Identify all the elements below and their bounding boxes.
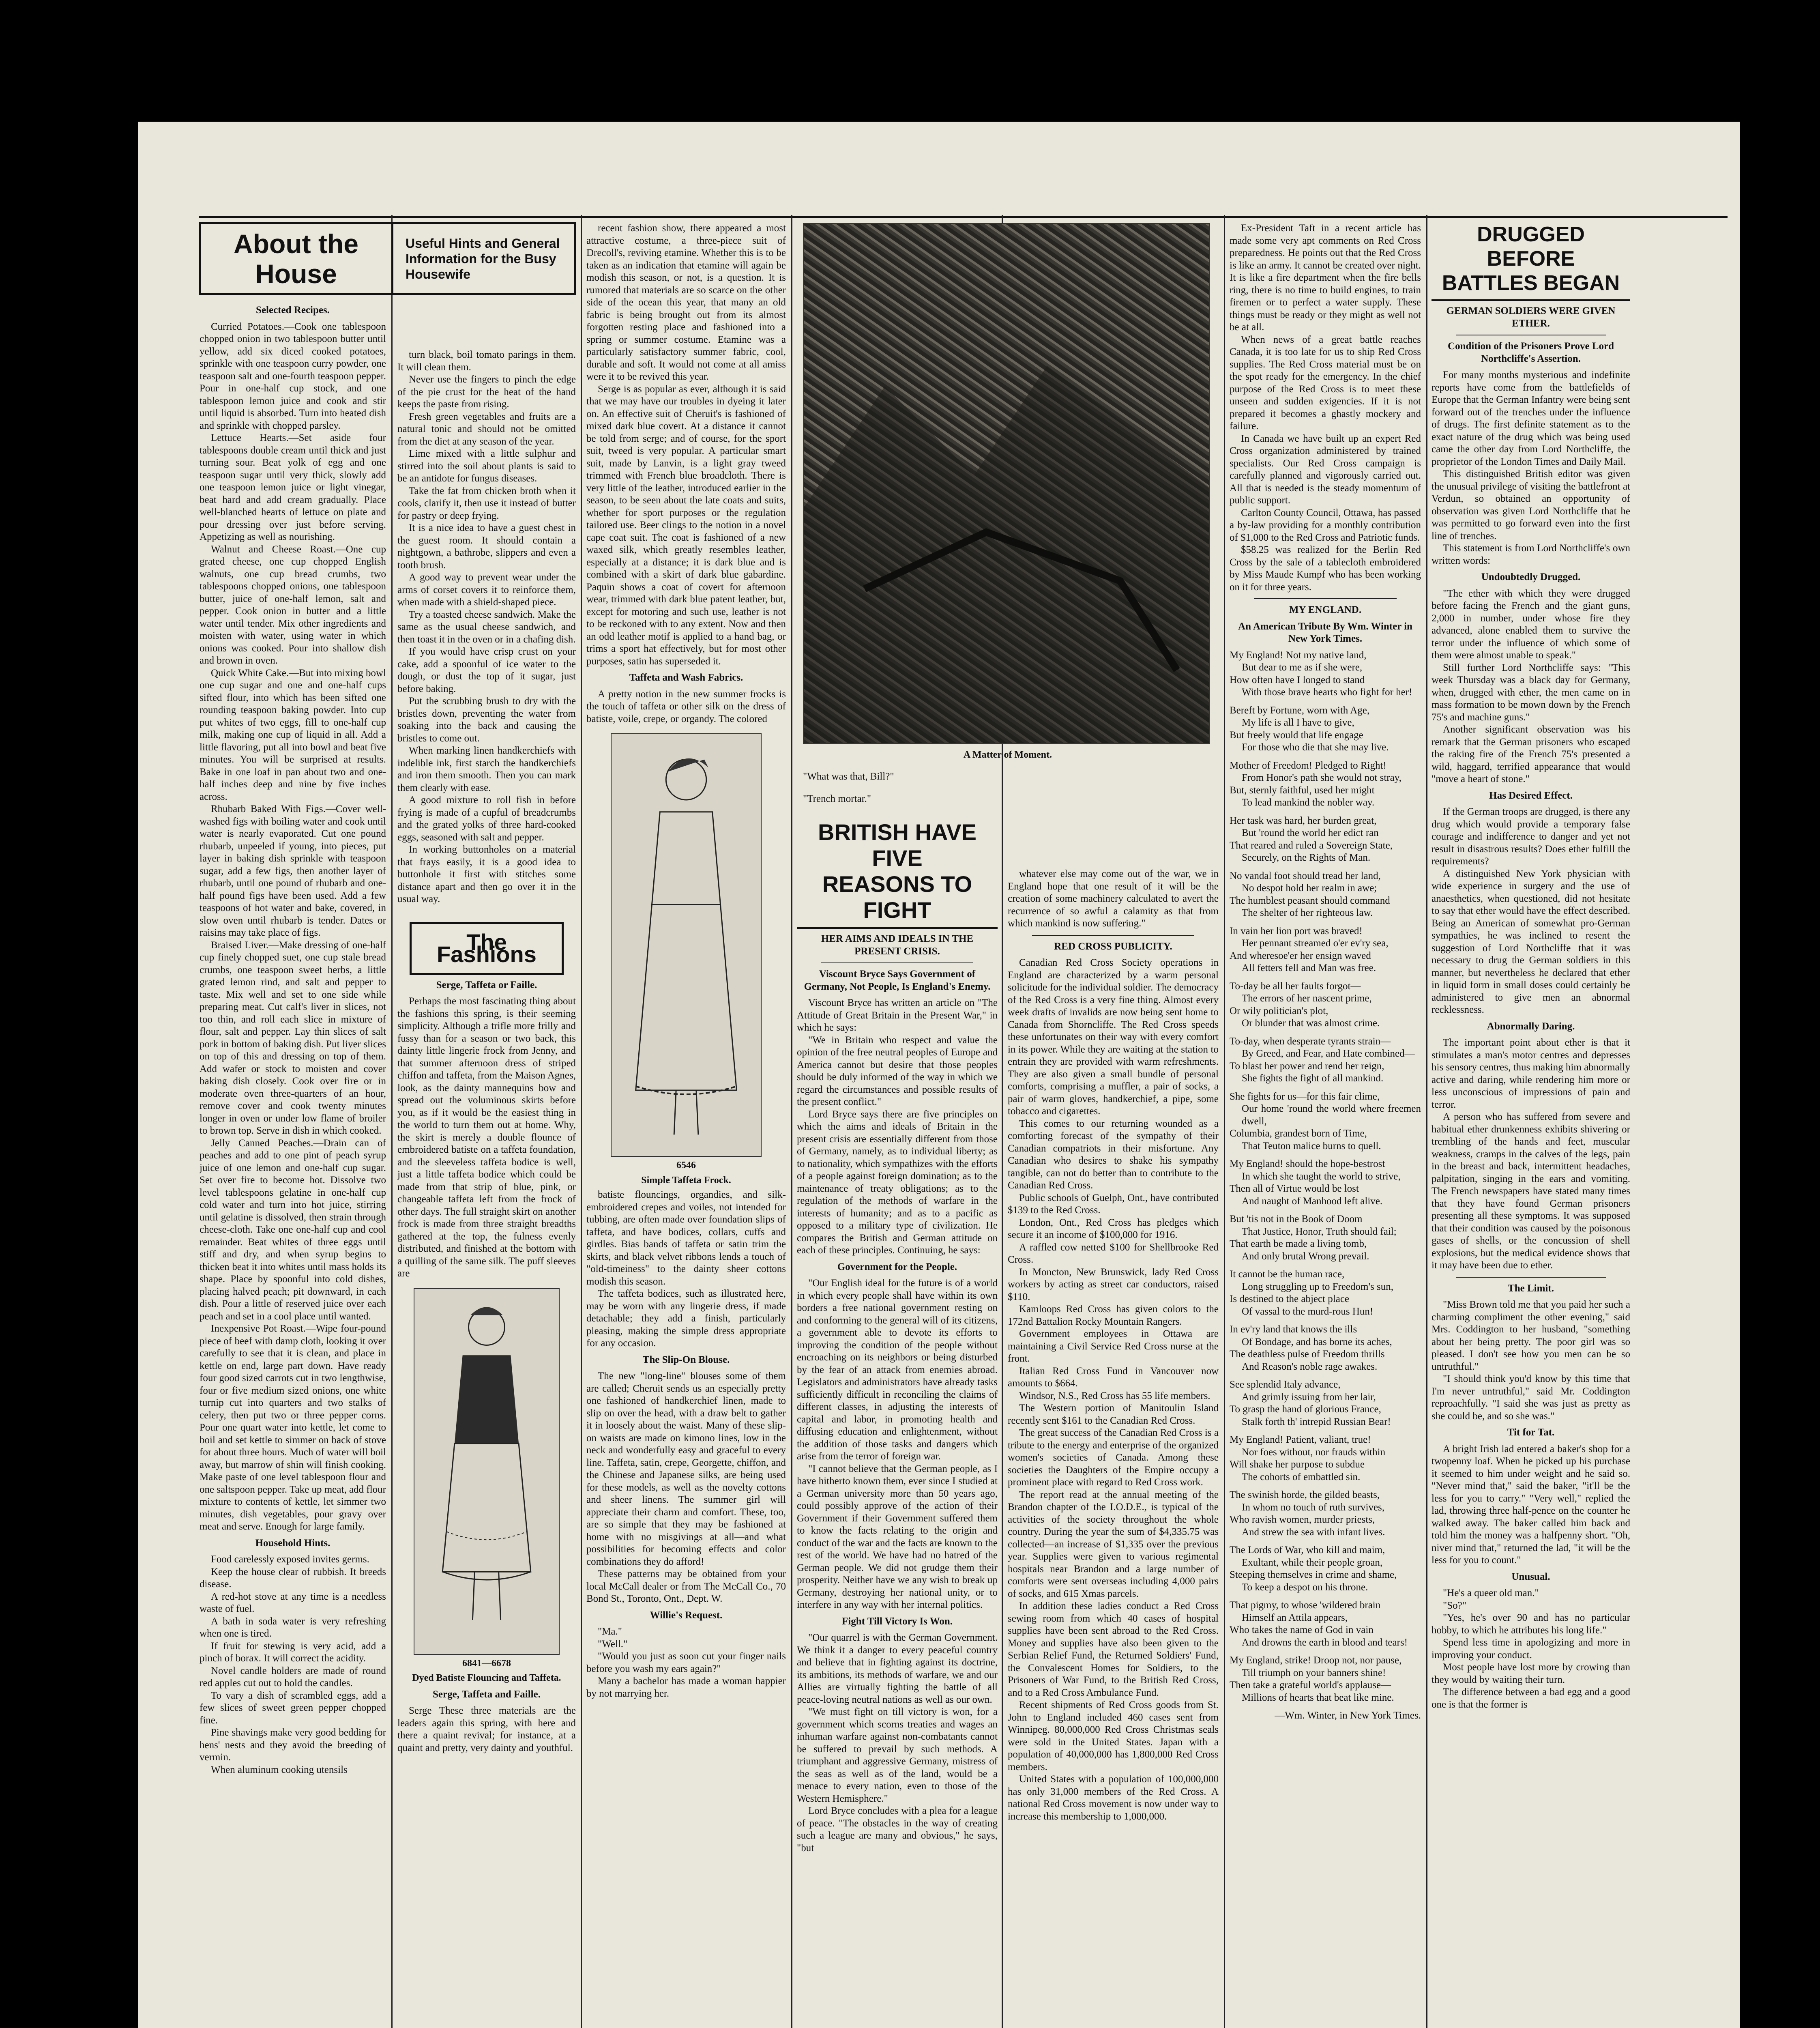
paragraph: Rhubarb Baked With Figs.—Cover well-washed figs with boiling water and cook until water is nearly evaporated. Cut one pound rhubarb, unpeeled if young, into pieces, put layer in baking dish sprinkle with teaspoon sugar, add a few figs, then another layer of rhubarb, until one pound of rhubarb and one-half pound figs have been used. Add a few teaspoons of hot water and bake, covered, in slow oven until rhubarb is tender. Dates or raisins may take place of figs. xyxy=(200,803,386,938)
poem-stanza xyxy=(1230,1158,1421,1207)
poem-line: The errors of her nascent prime, xyxy=(1242,993,1372,1004)
column-british xyxy=(797,819,998,2028)
poem-line: The deathless pulse of Freedom thrills xyxy=(1230,1349,1385,1360)
paragraph: Take the fat from chicken broth when it cools, clarify it, then use it instead of butter for pastry or deep frying. xyxy=(397,485,576,521)
paragraph: "Our English ideal for the future is of a world in which every people shall have within its own borders a free national government resting on and conforming to the general will of its citizens, a government able to devote its efforts to improving the condition of the people without encroaching on its neighbors or being disturbed by the fear of an attack from enemies abroad. Legislators and administrators have already tasks sufficiently difficult in reconciling the claims of different classes, in adjusting the interests of capital and labor, in promoting health and diffusing education and enlightenment, without the addition of those tasks and dangers which arise from the terror of foreign war. xyxy=(797,1278,998,1462)
recipes-list xyxy=(200,321,386,1533)
paragraph: Braised Liver.—Make dressing of one-half cup finely chopped suet, one cup stale bread crumbs, one teaspoon sweet herbs, a little grated lemon rind, and salt and pepper to taste. Mix well and set to one side while preparing meat. Cut calf's liver in slices, not too thin, and roll each slice in mixture of flour, salt and pepper. Lay thin slices of salt pork in bottom of baking dish. Put liver slices on top of this and dressing on top of them. Add wafer or stock to moisten and cover baking dish closely. Cook over fire or in moderate oven three-quarters of an hour, remove cover and cook twenty minutes longer in oven or under low flame of broiler to brown top. Serve in dish in which cooked. xyxy=(200,939,386,1136)
drugged-headline-line1: DRUGGED BEFORE xyxy=(1477,223,1585,271)
paragraph: Kamloops Red Cross has given colors to the 172nd Battalion Rocky Mountain Rangers. xyxy=(1008,1304,1219,1327)
fashion-article xyxy=(397,995,576,1280)
slipon-article xyxy=(586,1370,786,1605)
household-tips-list xyxy=(397,349,576,906)
poem-line: By Greed, and Fear, and Hate combined— xyxy=(1242,1048,1415,1059)
poem-line: But 'tis not in the Book of Doom xyxy=(1230,1214,1363,1225)
about-house-masthead xyxy=(199,222,576,295)
poem-stanza xyxy=(1230,1323,1421,1373)
paragraph: Quick White Cake.—But into mixing bowl one cup sugar and one and one-half cups sifted flour, into which has been sifted one rounding teaspoon baking powder. Into cup put whites of two eggs, fill to one-half cup milk, making one cup of liquid in all. Add a little flavoring, put all into bowl and beat five minutes. You will be surprised at results. Bake in one loaf in pan about two and one-half inches deep and nine by five inches across. xyxy=(200,667,386,802)
poem-line: But, sternly faithful, used her might xyxy=(1230,784,1375,796)
poem-line: To grasp the hand of glorious France, xyxy=(1230,1404,1381,1415)
tat-article xyxy=(1432,1443,1630,1567)
poem-line: Till triumph on your banners shine! xyxy=(1242,1667,1386,1678)
paragraph: United States with a population of 100,000,000 has only 31,000 members of the Red Cross. A national Red Cross movement is now under way to increase this membership to 1,000,000. xyxy=(1008,1774,1219,1822)
poem-stanza xyxy=(1230,870,1421,919)
poem-signature: —Wm. Winter, in New York Times. xyxy=(1275,1710,1421,1721)
poem-line: Will shake her purpose to subdue xyxy=(1230,1459,1365,1470)
top-rule xyxy=(199,216,1728,218)
drugged-headline-line2: BATTLES BEGAN xyxy=(1442,271,1620,295)
paragraph: "Miss Brown told me that you paid her such a charming compliment the other evening," said Mrs. Coddington to her husband, "something about her being pretty. The poor girl was so pleased. I don't see how you men can be so untruthful." xyxy=(1432,1299,1630,1372)
serge-faille-heading: Serge, Taffeta and Faille. xyxy=(433,1689,541,1700)
drugged-headline xyxy=(1432,222,1630,301)
column-rule xyxy=(791,215,792,2028)
british-headline xyxy=(797,819,998,929)
column-rule xyxy=(1224,215,1225,2028)
paragraph: "I should think you'd know by this time that I'm never untruthful," said Mr. Coddington reproachfully. "I said she was just as pretty as she could be, and so she was." xyxy=(1432,1373,1630,1422)
photo-caption-title: A Matter of Moment. xyxy=(963,750,1052,760)
publicity-heading: RED CROSS PUBLICITY. xyxy=(1054,941,1172,952)
paragraph: If the German troops are drugged, is there any drug which would provide a temporary false courage and indifference to danger and yet not result in disastrous results? Does ether fulfill the requirements? xyxy=(1432,806,1630,867)
paragraph: Inexpensive Pot Roast.—Wipe four-pound piece of beef with damp cloth, looking it over carefully to see that it is clean, and place in kettle on end, large part down. Have ready four good sized carrots cut in two lengthwise, four or five medium sized onions, one white turnip cut into quarters and two stalks of celery, then put two or three pepper corns. Pour one quart water into kettle, let come to boil and set kettle to simmer on back of stove for about three hours. Much of water will boil away, but marrow of shin will finish cooking. Make paste of one level tablespoon flour and one saltspoon pepper. Take up meat, add flour mixture to contents of kettle, let simmer two minutes, dish vegetables, pour gravy over meat and serve. Enough for large family. xyxy=(200,1323,386,1532)
paragraph: A raffled cow netted $100 for Shellbrooke Red Cross. xyxy=(1008,1242,1219,1265)
publicity-article xyxy=(1008,957,1219,1823)
column-rule xyxy=(391,215,393,2028)
poem-line: Columbia, grandest born of Time, xyxy=(1230,1128,1367,1139)
paragraph: "What was that, Bill?" xyxy=(803,771,894,782)
paragraph: $58.25 was realized for the Berlin Red Cross by the sale of a tablecloth embroidered by Miss Maude Kumpf who has been working on it for three years. xyxy=(1230,544,1421,593)
photo-caption xyxy=(803,771,1213,815)
poem-line: And drowns the earth in blood and tears! xyxy=(1242,1637,1408,1648)
poem-line: Then take a grateful world's applause— xyxy=(1230,1680,1391,1691)
divider xyxy=(1254,598,1397,599)
poem-line: Then all of Virtue would be lost xyxy=(1230,1183,1359,1194)
column-taft-poem xyxy=(1230,222,1421,2028)
british-article xyxy=(797,997,998,1257)
gov-heading: Government for the People. xyxy=(837,1261,957,1272)
fig-caption: Dyed Batiste Flouncing and Taffeta. xyxy=(412,1673,561,1683)
poem-line: That pigmy, to whose 'wildered brain xyxy=(1230,1600,1381,1611)
poem-stanza xyxy=(1230,1544,1421,1594)
poem-line: Our home 'round the world where freemen dwell, xyxy=(1242,1103,1421,1127)
fight-article xyxy=(797,1632,998,1854)
limit-heading: The Limit. xyxy=(1508,1283,1554,1294)
paragraph: Viscount Bryce has written an article on "The Attitude of Great Britain in the Present War," in which he says: xyxy=(797,997,998,1033)
poem-line: To blast her power and rend her reign, xyxy=(1230,1060,1384,1072)
paragraph: Keep the house clear of rubbish. It breeds disease. xyxy=(200,1566,386,1590)
poem-line: Bereft by Fortune, worn with Age, xyxy=(1230,705,1370,716)
paragraph: Lord Bryce says there are five principles on which the aims and ideals of Britain in the present crisis are essentially different from those of Germany, namely, as to individual liberty; as to nationality, which sympathizes with the efforts of a people against foreign domination; as to the maintenance of treaty obligations; as to the regulation of the methods of warfare in the interests of humanity; and as to a pacific as opposed to a military type of civilization. He compares the British and German attitude on each of these principles. Continuing, he says: xyxy=(797,1109,998,1256)
paragraph: The taffeta bodices, such as illustrated here, may be worn with any lingerie dress, if made detachable; they add a finish, particularly pleasing, making the simple dress appropriate for any occasion. xyxy=(586,1288,786,1349)
poem-line: That reared and ruled a Sovereign State, xyxy=(1230,840,1393,851)
taffeta-frock-illustration xyxy=(611,733,762,1157)
about-house-title xyxy=(201,224,393,293)
poem-stanza xyxy=(1230,1268,1421,1318)
about-house-title-line2: House xyxy=(255,259,337,289)
poem-body xyxy=(1230,649,1421,1704)
limit-article xyxy=(1432,1299,1630,1422)
fig-number-6546: 6546 xyxy=(676,1160,696,1171)
paragraph: Recent shipments of Red Cross goods from St. John to England included 460 cases sent from Winnipeg. 80,000,000 Red Cross Christmas seals were sold in the United States. Japan with a population of 40,000,000 has 1,800,000 Red Cross members. xyxy=(1008,1699,1219,1772)
column-drugged xyxy=(1432,222,1630,2028)
poem-line: See splendid Italy advance, xyxy=(1230,1379,1341,1390)
paragraph: If you would have crisp crust on your cake, add a spoonful of ice water to the dough, or dust the top of it sugar, just before baking. xyxy=(397,646,576,694)
poem-line: Or blunder that was almost crime. xyxy=(1242,1018,1380,1029)
poem-line: In vain her lion port was braved! xyxy=(1230,925,1363,937)
poem-line: No despot hold her realm in awe; xyxy=(1242,883,1377,894)
paragraph: "Would you just as soon cut your finger nails before you wash my ears again?" xyxy=(586,1651,786,1674)
paragraph: The great success of the Canadian Red Cross is a tribute to the energy and enterprise of the organized women's societies of Canada. Among these societies the Daughters of the Empire occupy a prominent place with regard to Red Cross work. xyxy=(1008,1427,1219,1488)
poem-stanza xyxy=(1230,925,1421,975)
paragraph: A bath in soda water is very refreshing when one is tired. xyxy=(200,1616,386,1639)
paragraph: If fruit for stewing is very acid, add a pinch of borax. It will correct the acidity. xyxy=(200,1640,386,1664)
column-rule xyxy=(1426,215,1427,2028)
poem-stanza xyxy=(1230,1434,1421,1483)
poem-line: From Honor's path she would not stray, xyxy=(1242,772,1401,783)
poem-line: And Reason's noble rage awakes. xyxy=(1242,1361,1378,1372)
paragraph: The Western portion of Manitoulin Island recently sent $161 to the Canadian Red Cross. xyxy=(1008,1403,1219,1426)
paragraph: Italian Red Cross Fund in Vancouver now amounts to $664. xyxy=(1008,1365,1219,1389)
poem-stanza xyxy=(1230,815,1421,864)
poem-line: That earth be made a living tomb, xyxy=(1230,1238,1367,1249)
tat-heading: Tit for Tat. xyxy=(1507,1427,1555,1438)
column-fashions-right xyxy=(586,222,786,2028)
drugged-article xyxy=(1432,369,1630,567)
poem-line: How often have I longed to stand xyxy=(1230,674,1365,685)
paragraph: A good way to prevent wear under the arms of corset covers it to reinforce them, when made with a shield-shaped piece. xyxy=(397,572,576,608)
paragraph: Lettuce Hearts.—Set aside four tablespoons double cream until thick and just turning sour. Beat yolk of egg and one teaspoon sugar until very thick, slowly add one teaspoon lemon juice or light vinegar, beat hard and add cream gradually. Place well-blanched hearts of lettuce on plate and pour dressing over just before serving. Appetizing as well as nourishing. xyxy=(200,432,386,542)
poem-stanza xyxy=(1230,760,1421,809)
poem-line: Who takes the name of God in vain xyxy=(1230,1624,1374,1635)
poem-line: Of Bondage, and has borne its aches, xyxy=(1242,1336,1392,1347)
paragraph: Serge is as popular as ever, although it is said that we may have our troubles in dyeing it later on. An effective suit of Cheruit's is fashioned of mixed dark blue covert. At a distance it cannot be told from serge; and of course, for the sport suit, tweed is very popular. A particular smart suit, made by Lanvin, is a light gray tweed trimmed with French blue broadcloth. There is very little of the leather, introduced earlier in the season, to be seen about the late coats and suits, whether for sport purposes or the regulation tailored use. Beer clings to the notion in a novel cape coat suit. The coat is fashioned of a new waxed silk, which greatly resembles leather, especially at a distance; it is dark blue and is combined with a skirt of dark blue gabardine. Paquin shows a coat of covert for afternoon wear, trimmed with dark blue patent leather, but, except for motoring and such use, leather is not to be reckoned with to any extent. Now and then an odd leather motif is applied to a hand bag, or trims a sport hat effectively, but for most other purposes, satin has superseded it. xyxy=(586,383,786,667)
paragraph: Most people have lost more by crowing than they would by waiting their turn. xyxy=(1432,1662,1630,1685)
paragraph: The difference between a bad egg and a good one is that the former is xyxy=(1432,1686,1630,1710)
column-redcross xyxy=(1008,868,1219,2028)
paragraph: Carlton County Council, Ottawa, has passed a by-law providing for a monthly contribution of $1,000 to the Red Cross and Patriotic funds. xyxy=(1230,507,1421,543)
about-house-title-line1: About the xyxy=(234,229,358,259)
poem-line: All fetters fell and Man was free. xyxy=(1242,962,1376,973)
poem-stanza xyxy=(1230,980,1421,1030)
paragraph: The important point about ether is that it stimulates a man's motor centres and depresses his sensory centres, thus making him abnormally active and daring, while rendering him more or less unconscious of impressions of pain and terror. xyxy=(1432,1037,1630,1110)
effect-article xyxy=(1432,806,1630,1016)
poem-line: She fights for us—for this fair clime, xyxy=(1230,1091,1380,1102)
paragraph: For many months mysterious and indefinite reports have come from the battlefields of Europe that the German Infantry were being sent forward out of the trenches under the influence of drugs. The first definite statement as to the exact nature of the drug which was being used came the other day from Lord Northcliffe, the proprietor of the London Times and Daily Mail. xyxy=(1432,370,1630,467)
poem-stanza xyxy=(1230,1599,1421,1649)
undoubted-article xyxy=(1432,588,1630,786)
poem-line: She fights the fight of all mankind. xyxy=(1242,1073,1384,1084)
paragraph: The new "long-line" blouses some of them are called; Cheruit sends us an especially pretty one fashioned of handkerchief linen, made to slip on over the head, with a draw belt to gather it in loosely about the waist. Many of these slip-on waists are made on kimono lines, low in the neck and wonderfully easy and graceful to every line. Taffeta, satin, crepe, Georgette, chiffon, and the Chinese and Japanese silks, are being used for these models, as well as the novelty cottons and sheer linens. The summer girl will appreciate their charm and comfort. These, too, are so simple that they may be fashioned at home with no misgivings at all—and what possibilities for becoming effects and color combinations they do afford! xyxy=(586,1371,786,1567)
poem-line: For those who die that she may live. xyxy=(1242,742,1389,753)
paragraph: A bright Irish lad entered a baker's shop for a twopenny loaf. When he picked up his purchase it seemed to him under weight and he said so. "Never mind that," said the baker, "it'll be the less for you to carry." "Very well," replied the lad, throwing three half-pence on the counter he walked away. The baker called him back and told him the money was a halfpenny short. "Oh, niver mind that," returned the lad, "it will be the less for you to count." xyxy=(1432,1443,1630,1566)
poem-line: To lead mankind the nobler way. xyxy=(1242,797,1375,808)
paragraph: Curried Potatoes.—Cook one tablespoon chopped onion in two tablespoon butter until yellow, add six diced cooked potatoes, sprinkle with one teaspoon curry powder, one teaspoon salt and one-fourth teaspoon pepper. Pour in one-half cup stock, and one tablespoon lemon juice and cook and stir until liquid is absorbed. Turn into heated dish and sprinkle with chopped parsley. xyxy=(200,321,386,431)
poem-line: No vandal foot should tread her land, xyxy=(1230,870,1381,881)
taffeta-paragraph: A pretty notion in the new summer frocks is the touch of taffeta or other silk on the dress of batiste, voile, crepe, or organdy. The colored xyxy=(586,688,786,724)
paragraph: When aluminum cooking utensils xyxy=(211,1764,348,1775)
poem-line: Her pennant streamed o'er ev'ry sea, xyxy=(1242,938,1389,949)
paragraph: "Well." xyxy=(598,1638,628,1650)
willie-heading: Willie's Request. xyxy=(650,1609,723,1621)
bachelor-line: Many a bachelor has made a woman happier by not marrying her. xyxy=(586,1676,786,1699)
poem-line: In which she taught the world to strive, xyxy=(1242,1171,1401,1182)
poem-line: The humblest peasant should command xyxy=(1230,895,1390,906)
paragraph: In working buttonholes on a material that frays easily, it is a good idea to buttonhole it first with stitches some distance apart and then go over it in the usual way. xyxy=(397,844,576,904)
poem-line: My England! should the hope-bestrost xyxy=(1230,1158,1385,1169)
paragraph: "He's a queer old man." xyxy=(1443,1588,1539,1598)
poem-line: The cohorts of embattled sin. xyxy=(1242,1471,1361,1482)
paragraph: When news of a great battle reaches Canada, it is too late for us to ship Red Cross supplies. The Red Cross material must be on the spot ready for the emergency. In the chief purpose of the Red Cross is to meet these unseen and sudden exigencies. If it is not prepared it becomes a ghastly mockery and failure. xyxy=(1230,334,1421,432)
about-house-tagline: Useful Hints and General Information for the Busy Housewife xyxy=(406,236,560,281)
unusual-heading: Unusual. xyxy=(1511,1571,1550,1582)
drugged-subhead1: GERMAN SOLDIERS WERE GIVEN ETHER. xyxy=(1446,305,1616,329)
poem-line: Or wily politician's plot, xyxy=(1230,1005,1329,1016)
poem-line: And naught of Manhood left alive. xyxy=(1242,1195,1383,1207)
poem-stanza xyxy=(1230,1489,1421,1538)
poem-line: But 'round the world her edict ran xyxy=(1242,827,1379,838)
poem-line: The Lords of War, who kill and maim, xyxy=(1230,1545,1385,1555)
poem-line: To-day be all her faults forgot— xyxy=(1230,980,1361,992)
paragraph: Put the scrubbing brush to dry with the bristles down, preventing the water from soaking into the back and causing the bristles to come out. xyxy=(397,696,576,744)
paragraph: A distinguished New York physician with wide experience in surgery and the use of anaesthetics, when questioned, did not hesitate to say that ether would have the effect described. Being an American of somewhat pro-German sympathies, he was inclined to resent the suggestion of Lord Northcliffe that it was necessary to drug the German soldiers in this manner, but nevertheless he declared that ether in liquid form in small doses could certainly be administered to give men an abnormal recklessness. xyxy=(1432,868,1630,1015)
paragraph: Perhaps the most fascinating thing about the fashions this spring, is their seeming simplicity. Although a trifle more frilly and fussy than for a season or two back, this dainty little lingerie frock from Jenny, and that summer afternoon dress of striped chiffon and taffeta, from the Maison Agnes, look, as the dainty mannequins bow and spread out the voluminous skirts before you, as if it would be the easiest thing in the world to turn them out at home. Why, the skirt is merely a double flounce of embroidered batiste on a taffeta foundation, and the sleeveless taffeta bodice is well, just a little taffeta bodice which could be made from that strip of blue, pink, or changeable taffeta left from the frock of other days. The full straight skirt on another frock is made from three straight breadths gathered at the top, the fulness evenly distributed, and finished at the bottom with a quilling of the same silk. The puff sleeves are xyxy=(397,996,576,1279)
poem-byline: An American Tribute By Wm. Winter in New York Times. xyxy=(1238,621,1412,644)
poem-line: My England! Patient, valiant, true! xyxy=(1230,1434,1371,1445)
poem-line: Long struggling up to Freedom's sun, xyxy=(1242,1281,1393,1292)
divider xyxy=(1032,935,1194,936)
poem-line: With those brave hearts who fight for her! xyxy=(1242,687,1412,698)
paragraph: It is a nice idea to have a guest chest in the guest room. It should contain a nightgown, a bathrobe, slippers and even a tooth brush. xyxy=(397,522,576,571)
effect-heading: Has Desired Effect. xyxy=(1489,790,1573,801)
paragraph: In Moncton, New Brunswick, lady Red Cross workers by acting as street car conductors, raised $110. xyxy=(1008,1266,1219,1302)
taft-article xyxy=(1230,222,1421,593)
paragraph: Canadian Red Cross Society operations in England are characterized by a warm personal solicitude for the individual soldier. The democracy of the Red Cross is a very fine thing. Almost every week drafts of invalids are now being sent home to Canada from Shorncliffe. The Red Cross speeds these unfortunates on their way with every comfort in its power. While they are waiting at the station to entrain they are provided with warm refreshments. They are also given a small bundle of personal comforts, comprising a muffler, a pair of socks, a pair of warm gloves, handkerchief, a pipe, some tobacco and cigarettes. xyxy=(1008,957,1219,1117)
paragraph: turn black, boil tomato parings in them. It will clean them. xyxy=(397,349,576,373)
undoubted-heading: Undoubtedly Drugged. xyxy=(1481,571,1581,582)
trench-scene-icon xyxy=(804,224,1209,743)
poem-line: But freely would that life engage xyxy=(1230,729,1363,741)
poem-line: Who ravish women, murder priests, xyxy=(1230,1514,1375,1525)
fight-heading: Fight Till Victory Is Won. xyxy=(842,1616,953,1627)
poem-line: Her task was hard, her burden great, xyxy=(1230,815,1377,826)
divider xyxy=(1456,1277,1606,1278)
fashions-title: The Fashions xyxy=(410,922,564,975)
column-fashions-left xyxy=(397,349,576,2028)
paragraph: This distinguished British editor was given the unusual privilege of visiting the battlefront at Verdun, so obtained an opportunity of observation was given Lord Northcliffe that he was permitted to go forward even into the first line of trenches. xyxy=(1432,468,1630,541)
paragraph: "So?" xyxy=(1443,1600,1466,1611)
simple-frock-caption: Simple Taffeta Frock. xyxy=(641,1175,731,1186)
paragraph: whatever else may come out of the war, we in England hope that one result of it will be the creation of some machinery calculated to avert the recurrence of so awful a calamity as that from which mankind is now suffering." xyxy=(1008,868,1219,929)
poem-line: Is destined to the abject place xyxy=(1230,1293,1350,1304)
british-headline-line1: BRITISH HAVE FIVE xyxy=(818,819,977,871)
poem-stanza xyxy=(1230,1213,1421,1263)
paragraph: "I cannot believe that the German people, as I have hitherto known them, ever since I studied at a German university more than 50 years ago, could possibly approve of the action of their Government if their Government suffered them to know the facts relating to the origin and conduct of the war and the facts are known to the rest of the world. We have had no hatred of the German people. We did not grudge them their prosperity. Neither have we any wish to break up Germany, destroying her national unity, or to interfere in any way with her internal politics. xyxy=(797,1463,998,1610)
batiste-article xyxy=(586,1189,786,1350)
bottom-paragraph: Serge These three materials are the leaders again this spring, with here and there a quaint revival; for instance, at a quaint and pretty, very dainty and youthful. xyxy=(397,1705,576,1753)
frock-illustration-icon xyxy=(612,734,761,1156)
paragraph: Ex-President Taft in a recent article has made some very apt comments on Red Cross preparedness. He points out that the Red Cross is like an army. It cannot be created over night. It is like a fire department when the fire bells ring, there is no time to build engines, to train firemen or to perfect a water supply. These things must be ready or they might as well not be at all. xyxy=(1230,223,1421,333)
column-recipes xyxy=(200,300,386,2028)
paragraph: "Trench mortar." xyxy=(803,793,871,804)
gov-article xyxy=(797,1277,998,1611)
poem-line: To keep a despot on his throne. xyxy=(1242,1581,1368,1593)
poem-line: Exultant, while their people groan, xyxy=(1242,1557,1383,1568)
paragraph: Pine shavings make very good bedding for hens' nests and they avoid the breeding of vermin. xyxy=(200,1727,386,1763)
poem-title: MY ENGLAND. xyxy=(1289,604,1362,615)
paragraph: "Yes, he's over 90 and has no particular hobby, to which he attributes his long life." xyxy=(1432,1612,1630,1636)
paragraph: When marking linen handkerchiefs with indelible ink, first starch the handkerchiefs and iron them smooth. Then you can mark them clearly with ease. xyxy=(397,745,576,793)
poem-line: My life is all I have to give, xyxy=(1242,717,1354,728)
poem-line: Himself an Attila appears, xyxy=(1242,1612,1348,1623)
paragraph: Never use the fingers to pinch the edge of the pie crust for the heat of the hand keeps the paste from rising. xyxy=(397,374,576,410)
poem-line: And grimly issuing from her lair, xyxy=(1242,1391,1376,1403)
paragraph: In addition these ladies conduct a Red Cross sewing room from which 40 cases of hospital supplies have been sent abroad to the Red Cross. Money and supplies have also been given to the Serbian Relief Fund, the Returned Soldiers' Fund, the Convalescent Homes for Soldiers, to the Prisoners of War Fund, to the British Red Cross, and to a Red Cross Ambulance Fund. xyxy=(1008,1600,1219,1698)
war-cartoon-photo xyxy=(803,223,1210,744)
selected-recipes-heading: Selected Recipes. xyxy=(256,305,330,316)
poem-line: Nor foes without, nor frauds within xyxy=(1242,1446,1386,1458)
photo-block xyxy=(803,223,1213,815)
poem-stanza xyxy=(1230,1654,1421,1704)
poem-line: And wheresoe'er her ensign waved xyxy=(1230,950,1371,961)
poem-line: Millions of hearts that beat like mine. xyxy=(1242,1692,1394,1703)
paragraph: Walnut and Cheese Roast.—One cup grated cheese, one cup chopped English walnuts, one cup bread crumbs, two tablespoons chopped onions, one tablespoon butter, juice of one-half lemon, salt and pepper. Cook onion in butter and a little water until tender. Mix other ingredients and moisten with water, using water in which onions was cooked. Pour into shallow dish and brown in oven. xyxy=(200,544,386,666)
poem-line: My England, strike! Droop not, nor pause, xyxy=(1230,1655,1402,1666)
paragraph: "The ether with which they were drugged before facing the French and the giant guns, 2,000 in number, under whose fire they advanced, alone enabled them to survive the terror under the influence of which some of them were almost unable to speak." xyxy=(1432,588,1630,661)
paragraph: A red-hot stove at any time is a needless waste of fuel. xyxy=(200,1591,386,1614)
paragraph: In Canada we have built up an expert Red Cross organization administered by trained specialists. Our Red Cross campaign is carefully planned and vigorously carried out. All that is needed is the steady momentum of public support. xyxy=(1230,433,1421,506)
fashion-article-cont xyxy=(586,222,786,668)
poem-line: Securely, on the Rights of Man. xyxy=(1242,852,1371,863)
paragraph: Still further Lord Northcliffe says: "This week Thursday was a black day for Germany, when, drugged with ether, the men came on in mass formation to be mown down by the French 75's and machine guns." xyxy=(1432,662,1630,723)
paragraph: "Ma." xyxy=(598,1626,622,1637)
paragraph: Fresh green vegetables and fruits are a natural tonic and should not be omitted from the diet at any season of the year. xyxy=(397,411,576,447)
poem-line: Of vassal to the murd-rous Hun! xyxy=(1242,1306,1374,1317)
poem-stanza xyxy=(1230,649,1421,699)
poem-line: It cannot be the human race, xyxy=(1230,1269,1345,1280)
paragraph: This comes to our returning wounded as a comforting forecast of the sympathy of their Canadian compatriots in their misfortune. Any Canadian who desires to shake his sympathy tangible, can not do better than to contribute to the Canadian Red Cross. xyxy=(1008,1118,1219,1191)
paragraph: Lord Bryce concludes with a plea for a league of peace. "The obstacles in the way of creating such a league are many and obvious," he says, "but xyxy=(797,1805,998,1854)
paragraph: Try a toasted cheese sandwich. Make the same as the usual cheese sandwich, and then toast it in the oven or in a chafing dish. xyxy=(397,609,576,645)
poem-line: Steeping themselves in crime and shame, xyxy=(1230,1569,1397,1580)
paragraph: To vary a dish of scrambled eggs, add a few slices of sweet green pepper chopped fine. xyxy=(200,1690,386,1726)
willie-lines xyxy=(586,1626,786,1675)
poem-stanza xyxy=(1230,1035,1421,1085)
poem-line: Stalk forth th' intrepid Russian Bear! xyxy=(1242,1416,1391,1427)
paragraph: This statement is from Lord Northcliffe's own written words: xyxy=(1432,543,1630,566)
poem-line: And strew the sea with infant lives. xyxy=(1242,1526,1385,1538)
paragraph: Windsor, N.S., Red Cross has 55 life members. xyxy=(1019,1390,1210,1401)
taffeta-heading: Taffeta and Wash Fabrics. xyxy=(629,672,743,683)
abnormal-heading: Abnormally Daring. xyxy=(1487,1020,1575,1032)
paragraph: Food carelessly exposed invites germs. xyxy=(211,1554,369,1565)
paragraph: These patterns may be obtained from your local McCall dealer or from The McCall Co., 70 Bond St., Toronto, Ont., Dept. W. xyxy=(586,1568,786,1604)
poem-line: Mother of Freedom! Pledged to Right! xyxy=(1230,760,1386,771)
drugged-subhead2: Condition of the Prisoners Prove Lord Northcliffe's Assertion. xyxy=(1448,341,1614,364)
fig-number: 6841—6678 xyxy=(462,1658,511,1669)
unusual-article xyxy=(1432,1587,1630,1711)
dress-illustration-icon xyxy=(414,1289,559,1654)
paragraph: "We in Britain who respect and value the opinion of the free neutral peoples of Europe and America cannot but desire that those peoples should be duly informed of the way in which we regard the circumstances and possible results of the present conflict." xyxy=(797,1034,998,1107)
household-hints-heading: Household Hints. xyxy=(255,1537,331,1549)
paragraph: recent fashion show, there appeared a most attractive costume, a three-piece suit of Drecoll's, reviving etamine. Whether this is to be taken as an indication that etamine will again be modish this season, or not, is a question. It is rumored that materials are so scarce on the other side of the ocean this year, that many an old fabric is being brought out from its almost forgotten resting place and fashioned into a spring or summer costume. Etamine was a particularly satisfactory summer fabric, cool, durable and soft. It would not come at all amiss were it to be revived this year. xyxy=(586,223,786,382)
slipon-heading: The Slip-On Blouse. xyxy=(642,1354,730,1365)
poem-stanza xyxy=(1230,1091,1421,1153)
poem-line: But dear to me as if she were, xyxy=(1242,662,1363,673)
poem-line: The swinish horde, the gilded beasts, xyxy=(1230,1489,1380,1500)
paragraph: Government employees in Ottawa are maintaining a Civil Service Red Cross nurse at the front. xyxy=(1008,1328,1219,1364)
british-headline-line2: REASONS TO FIGHT xyxy=(822,871,972,923)
paragraph: A person who has suffered from severe and habitual ether drunkenness exhibits shivering or trembling of the hands and feet, muscular weakness, cramps in the calves of the legs, pain in the breast and back, intermittent headaches, palpitation, singing in the ears and vomiting. The French newspapers have stated many times that they have found German prisoners presenting all these symptoms. It was supposed that their condition was caused by the poisonous gases of shells, or the concussion of shell explosions, but the medical evidence shows that it may have been due to ether. xyxy=(1432,1111,1630,1271)
poem-line: And only brutal Wrong prevail. xyxy=(1242,1250,1369,1262)
british-continued xyxy=(1008,868,1219,930)
paragraph: Public schools of Guelph, Ont., have contributed $139 to the Red Cross. xyxy=(1008,1192,1219,1216)
dyed-batiste-illustration xyxy=(414,1288,560,1655)
newspaper-page xyxy=(138,122,1740,2028)
paragraph: Lime mixed with a little sulphur and stirred into the soil about plants is said to be an antidote for fungus diseases. xyxy=(397,448,576,484)
poem-line: The shelter of her righteous law. xyxy=(1242,907,1373,918)
hints-list xyxy=(200,1553,386,1776)
abnormal-article xyxy=(1432,1037,1630,1272)
british-subhead: HER AIMS AND IDEALS IN THE PRESENT CRISIS. xyxy=(821,933,974,957)
divider xyxy=(821,962,973,963)
paragraph: Novel candle holders are made of round red apples cut out to hold the candles. xyxy=(200,1665,386,1689)
paragraph: The report read at the annual meeting of the Brandon chapter of the I.O.D.E., is typical of the activities of the society throughout the whole country. During the year the sum of $4,335.75 was collected—an increase of $1,335 over the previous year. Supplies were given to various regimental hospitals near Brandon and a large number of comforts were sent overseas including 4,000 pairs of socks, and 615 Xmas parcels. xyxy=(1008,1489,1219,1599)
paragraph: batiste flouncings, organdies, and silk-embroidered crepes and voiles, not intended for tubbing, are often made over foundation slips of taffeta, and have bodices, collars, cuffs and girdles. Bias bands of taffeta or satin trim the skirts, and black velvet ribbons lends a touch of "old-timeiness" to the dainty sheer cottons modish this season. xyxy=(586,1189,786,1287)
paragraph: "Our quarrel is with the German Government. We think it a danger to every peaceful country and believe that in fighting against its doctrine, its ambitions, its methods of warfare, we and our Allies are virtually fighting the battle of all peace-loving neutral nations as well as our own. xyxy=(797,1632,998,1705)
poem-stanza xyxy=(1230,705,1421,754)
paragraph: Jelly Canned Peaches.—Drain can of peaches and add to one pint of peach syrup juice of one lemon and one-half cup sugar. Set over fire to become hot. Dissolve two level tablespoons gelatine in one-half cup cold water and turn into hot juice, stirring until gelatine is dissolved, then strain through cheese-cloth. Take one one-half cup and cool remainder. Beat whites of three eggs until stiff and dry, and when syrup begins to thicken beat it into whites until mass holds its shape. Place by spoonful into cold dishes, placing halved peach; pit downward, in each dish. Pour a little of reserved juice over each peach and set in a cool place until wanted. xyxy=(200,1137,386,1322)
paragraph: Another significant observation was his remark that the German prisoners who escaped the raking fire of the French 75's presented a wild, haggard, terrified appearance that would "move a heart of stone." xyxy=(1432,724,1630,784)
poem-stanza xyxy=(1230,1379,1421,1428)
poem-line: In whom no touch of ruth survives, xyxy=(1242,1502,1385,1513)
paragraph: A good mixture to roll fish in before frying is made of a cupful of breadcrumbs and the grated yolks of three hard-cooked eggs, seasoned with salt and pepper. xyxy=(397,795,576,843)
poem-line: My England! Not my native land, xyxy=(1230,649,1367,661)
british-deck: Viscount Bryce Says Government of Germany, Not People, Is England's Enemy. xyxy=(804,969,991,992)
serge-heading: Serge, Taffeta or Faille. xyxy=(436,979,537,990)
column-rule xyxy=(581,215,582,2028)
poem-line: That Justice, Honor, Truth should fail; xyxy=(1242,1226,1397,1237)
paragraph: London, Ont., Red Cross has pledges which secure it an income of $100,000 for 1916. xyxy=(1008,1217,1219,1240)
paragraph: Spend less time in apologizing and more in improving your conduct. xyxy=(1432,1637,1630,1661)
poem-line: That Teuton malice burns to quell. xyxy=(1242,1140,1381,1151)
paragraph: "We must fight on till victory is won, for a government which scorns treaties and wages an inhuman warfare against non-combatants cannot be suffered to prevail by such methods. A triumphant and aggressive Germany, mistress of the seas as well as of the land, would be a menace to every nation, even to those of the Western Hemisphere." xyxy=(797,1706,998,1804)
poem-line: In ev'ry land that knows the ills xyxy=(1230,1324,1357,1335)
poem-line: To-day, when desperate tyrants strain— xyxy=(1230,1035,1391,1047)
